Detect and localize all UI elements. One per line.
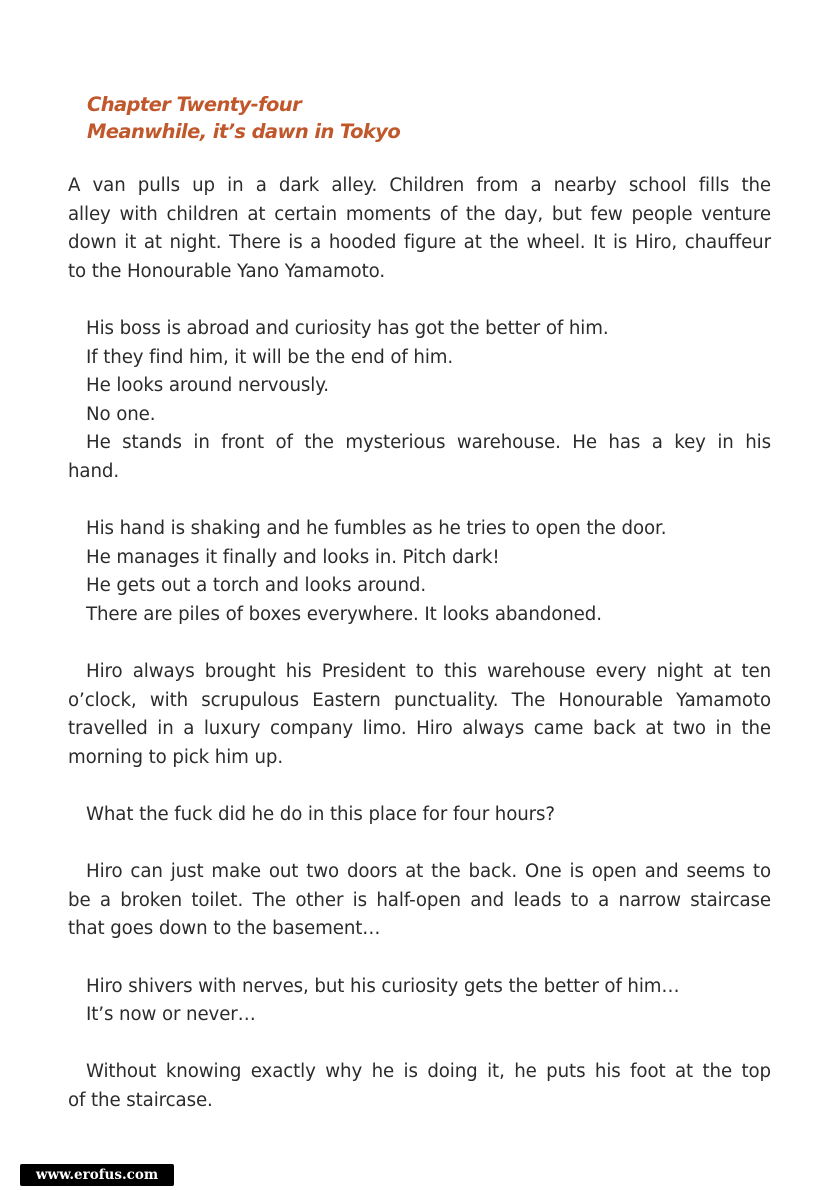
paragraph-8 bbox=[68, 1058, 771, 1115]
text-line: He gets out a torch and looks around. bbox=[86, 575, 427, 597]
text-line: He manages it finally and looks in. Pitch dark! bbox=[86, 546, 500, 568]
text-line: to the Honourable Yano Yamamoto. bbox=[68, 260, 386, 282]
text-line: morning to pick him up. bbox=[68, 746, 284, 768]
text-line: A van pulls up in a dark alley. Children from a nearby school fills the bbox=[68, 175, 771, 196]
chapter-subtitle: Meanwhile, it’s dawn in Tokyo bbox=[87, 120, 401, 143]
chapter-heading bbox=[87, 91, 400, 145]
text-line: Hiro always brought his President to this warehouse every night at ten bbox=[86, 661, 771, 683]
text-line: Hiro can just make out two doors at the back. One is open and seems to bbox=[86, 861, 771, 883]
text-line: that goes down to the basement… bbox=[68, 918, 381, 940]
text-line: o’clock, with scrupulous Eastern punctuality. The Honourable Yamamoto bbox=[68, 689, 771, 711]
text-line: travelled in a luxury company limo. Hiro always came back at two in the bbox=[68, 718, 771, 740]
text-line: His hand is shaking and he fumbles as he tries to open the door. bbox=[86, 518, 667, 540]
text-line: He stands in front of the mysterious warehouse. He has a key in his bbox=[86, 432, 771, 454]
text-line: hand. bbox=[68, 460, 120, 482]
paragraph-1 bbox=[68, 172, 771, 286]
text-line: be a broken toilet. The other is half-open and leads to a narrow staircase bbox=[68, 889, 771, 911]
text-line: Hiro shivers with nerves, but his curiosity gets the better of him… bbox=[86, 975, 680, 997]
text-line: down it at night. There is a hooded figure at the wheel. It is Hiro, chauffeur bbox=[68, 232, 771, 254]
paragraph-7 bbox=[68, 973, 771, 1030]
text-line: His boss is abroad and curiosity has got the better of him. bbox=[86, 317, 609, 339]
text-line: No one. bbox=[86, 403, 156, 425]
text-line: He looks around nervously. bbox=[86, 375, 329, 397]
paragraph-6 bbox=[68, 858, 771, 944]
watermark-badge: www.erofus.com bbox=[20, 1164, 174, 1186]
paragraph-2 bbox=[68, 315, 771, 487]
text-line: Without knowing exactly why he is doing it, he puts his foot at the top bbox=[86, 1061, 771, 1083]
text-line: There are piles of boxes everywhere. It looks abandoned. bbox=[86, 603, 602, 625]
story-body bbox=[68, 172, 771, 1144]
text-line: What the fuck did he do in this place for four hours? bbox=[86, 804, 555, 826]
paragraph-4 bbox=[68, 658, 771, 772]
chapter-title: Chapter Twenty-four bbox=[87, 93, 302, 116]
text-line: It’s now or never… bbox=[86, 1004, 256, 1026]
text-line: of the staircase. bbox=[68, 1090, 213, 1111]
paragraph-5 bbox=[68, 801, 771, 830]
text-line: alley with children at certain moments of the day, but few people venture bbox=[68, 203, 771, 225]
text-line: If they find him, it will be the end of him. bbox=[86, 346, 454, 368]
paragraph-3 bbox=[68, 515, 771, 629]
